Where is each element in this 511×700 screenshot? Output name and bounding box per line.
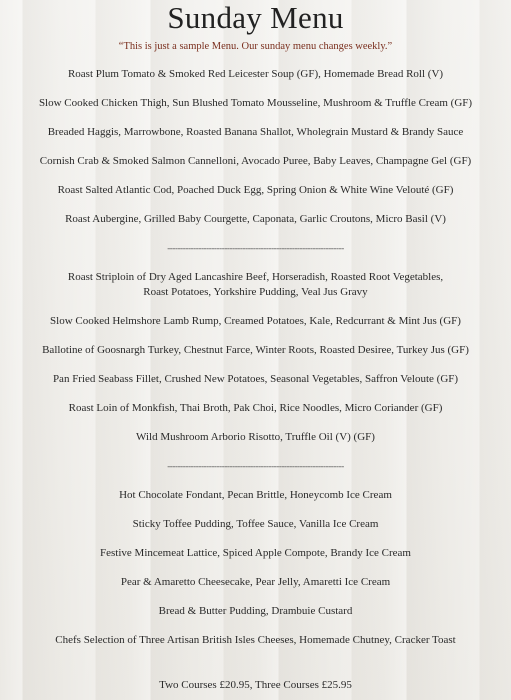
starter-item: Cornish Crab & Smoked Salmon Cannelloni, Avocado Puree, Baby Leaves, Champagne Gel (GF) <box>39 155 472 167</box>
dessert-item: Hot Chocolate Fondant, Pecan Brittle, Honeycomb Ice Cream <box>119 489 392 501</box>
dessert-item: Bread & Butter Pudding, Drambuie Custard <box>158 605 353 617</box>
main-item: Slow Cooked Helmshore Lamb Rump, Creamed Potatoes, Kale, Redcurrant & Mint Jus (GF) <box>50 315 461 327</box>
section-divider: -------------------------------------------------------------------- <box>167 243 344 253</box>
main-item: Ballotine of Goosnargh Turkey, Chestnut Farce, Winter Roots, Roasted Desiree, Turkey Jus (GF) <box>42 344 469 356</box>
sample-menu-note: “This is just a sample Menu. Our sunday menu changes weekly.” <box>118 41 393 52</box>
main-item: Roast Loin of Monkfish, Thai Broth, Pak Choi, Rice Noodles, Micro Coriander (GF) <box>68 402 443 414</box>
dessert-item: Pear & Amaretto Cheesecake, Pear Jelly, Amaretti Ice Cream <box>120 576 391 588</box>
starter-item: Breaded Haggis, Marrowbone, Roasted Banana Shallot, Wholegrain Mustard & Brandy Sauce <box>47 126 464 138</box>
dessert-item: Festive Mincemeat Lattice, Spiced Apple Compote, Brandy Ice Cream <box>100 547 411 559</box>
starter-item: Roast Salted Atlantic Cod, Poached Duck Egg, Spring Onion & White Wine Velouté (GF) <box>57 184 454 196</box>
main-item-line: Roast Striploin of Dry Aged Lancashire Beef, Horseradish, Roasted Root Vegetables, <box>67 271 444 283</box>
dessert-item: Sticky Toffee Pudding, Toffee Sauce, Vanilla Ice Cream <box>132 518 379 530</box>
starter-item: Slow Cooked Chicken Thigh, Sun Blushed Tomato Mousseline, Mushroom & Truffle Cream (GF) <box>38 97 473 109</box>
main-item-line: Roast Potatoes, Yorkshire Pudding, Veal Jus Gravy <box>143 286 368 298</box>
starter-item: Roast Aubergine, Grilled Baby Courgette, Caponata, Garlic Croutons, Micro Basil (V) <box>65 213 446 225</box>
menu-title: Sunday Menu <box>167 0 344 35</box>
price-line: Two Courses £20.95, Three Courses £25.95 <box>159 679 352 691</box>
main-item: Pan Fried Seabass Fillet, Crushed New Potatoes, Seasonal Vegetables, Saffron Veloute (GF) <box>52 373 459 385</box>
main-item: Wild Mushroom Arborio Risotto, Truffle Oil (V) (GF) <box>136 431 375 443</box>
main-item <box>0 270 511 300</box>
dessert-item: Chefs Selection of Three Artisan British Isles Cheeses, Homemade Chutney, Cracker Toast <box>55 634 456 646</box>
section-divider: -------------------------------------------------------------------- <box>167 461 344 471</box>
starter-item: Roast Plum Tomato & Smoked Red Leicester Soup (GF), Homemade Bread Roll (V) <box>67 68 444 80</box>
